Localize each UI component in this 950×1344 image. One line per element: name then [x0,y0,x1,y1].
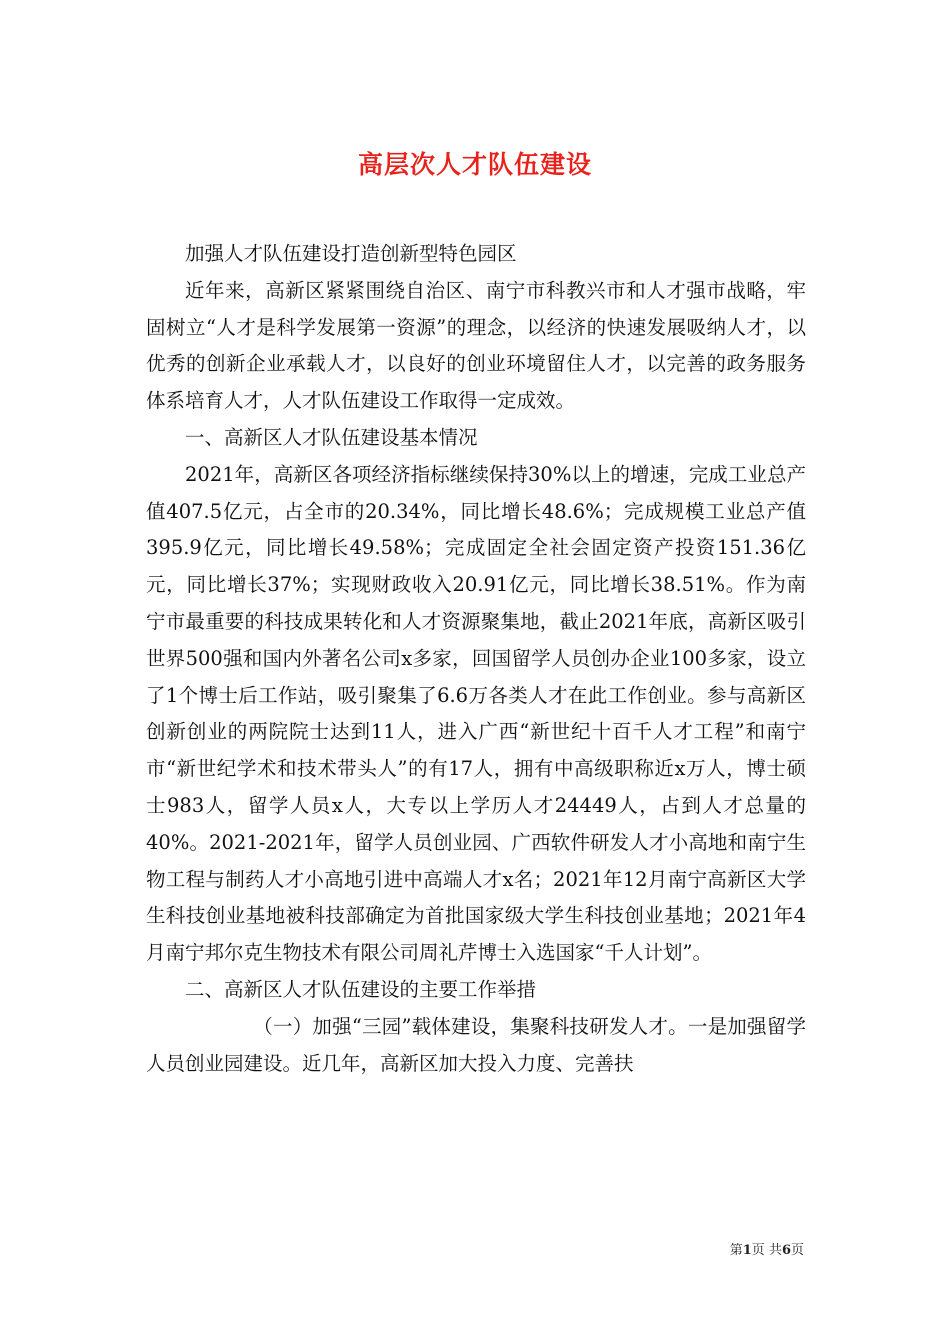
footer-middle: 页 共 [751,1243,782,1258]
footer-suffix: 页 [790,1243,804,1258]
paragraph-statistics: 2021年，高新区各项经济指标继续保持30%以上的增速，完成工业总产值407.5亿元，占全市的20.34%，同比增长48.6%；完成规模工业总产值395.9亿元，同比增长49.58%；完成固定全社会固定资产投资151.36亿元，同比增长37%；实现财政收入20.91亿元，同比增长38.51%。作为南宁市最重要的科技成果转化和人才资源聚集地，截止2021年底，高新区吸引世界500强和国内外著名公司x多家，回国留学人员创办企业100多家，设立了1个博士后工作站，吸引聚集了6.6万各类人才在此工作创业。参与高新区创新创业的两院院士达到11人，进入广西“新世纪十百千人才工程”和南宁市“新世纪学术和技术带头人”的有17人，拥有中高级职称近x万人，博士硕士983人，留学人员x人，大专以上学历人才24449人，占到人才总量的40%。2021-2021年，留学人员创业园、广西软件研发人才小高地和南宁生物工程与制药人才小高地引进中高端人才x名；2021年12月南宁高新区大学生科技创业基地被科技部确定为首批国家级大学生科技创业基地；2021年4月南宁邦尔克生物技术有限公司周礼芹博士入选国家“千人计划”。 [146,462,806,965]
page-footer [730,1242,804,1260]
section-heading-1: 一、高新区人才队伍建设基本情况 [185,425,478,449]
footer-prefix: 第 [729,1243,743,1258]
total-pages-number: 6 [781,1243,791,1258]
current-page-number: 1 [742,1243,752,1258]
section-heading-2: 二、高新区人才队伍建设的主要工作举措 [185,977,537,1001]
document-title: 高层次人才队伍建设 [357,149,592,179]
paragraph-subtitle: 加强人才队伍建设打造创新型特色园区 [185,242,517,265]
document-body [146,236,806,1082]
paragraph-measures: （一）加强“三园”载体建设，集聚科技研发人才。一是加强留学人员创业园建设。近几年，高新区加大投入力度、完善扶 [146,1014,806,1075]
paragraph-intro: 近年来，高新区紧紧围绕自治区、南宁市科教兴市和人才强市战略，牢固树立“人才是科学发展第一资源”的理念，以经济的快速发展吸纳人才，以优秀的创新企业承载人才，以良好的创业环境留住人才，以完善的政务服务体系培育人才，人才队伍建设工作取得一定成效。 [146,278,806,413]
